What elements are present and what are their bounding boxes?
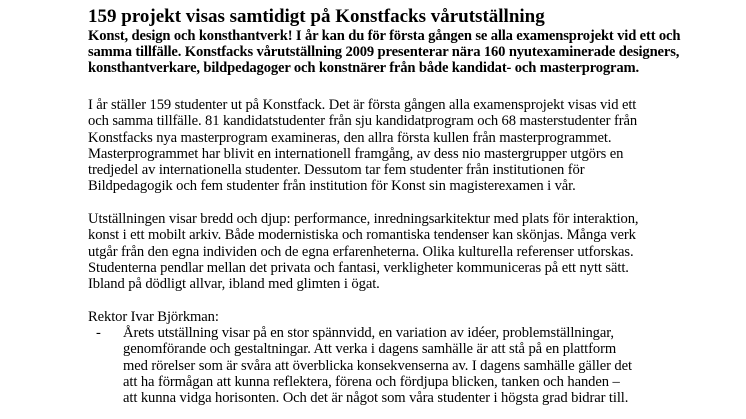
lead-line: samma tillfälle. Konstfacks vårutställning 2009 presenterar nära 160 nyutexaminerade designers, <box>88 44 680 61</box>
list-dash: - <box>96 325 101 341</box>
paragraph-line: I år ställer 159 studenter ut på Konstfack. Det är första gången alla examensprojekt visas vid ett <box>88 97 637 113</box>
paragraph-line: Masterprogrammet har blivit en internationell framgång, av dess nio mastergrupper utgörs en <box>88 145 624 162</box>
quote-line: Årets utställning visar på en stor spännvidd, en variation av idéer, problemställningar, <box>123 325 614 341</box>
speaker-label: Rektor Ivar Björkman: <box>88 309 219 325</box>
quote-line: med rörelser som är svåra att överblicka konsekvenserna av. I dagens samhälle gäller det <box>123 357 632 374</box>
document-page <box>88 6 681 407</box>
paragraph-line: och samma tillfälle. 81 kandidatstudenter från sju kandidatprogram och 68 masterstudenter från <box>88 113 638 130</box>
paragraph-line: konst i ett mobilt arkiv. Både modernistiska och romantiska tendenser kan skönjas. Många verk <box>88 227 636 244</box>
paragraph-line: tredjedel av internationella studenter. Dessutom tar fem studenter från institutionen för <box>88 162 585 179</box>
lead-line: konsthantverkare, bildpedagoger och konstnärer från både kandidat- och masterprogram. <box>88 60 640 77</box>
quote-line: genomförande och gestaltningar. Att verka i dagens samhälle är att stå på en plattform <box>123 341 617 358</box>
paragraph-line: Bildpedagogik och fem studenter från institution för Konst sin magisterexamen i vår. <box>88 178 576 195</box>
paragraph-line: Ibland på dödligt allvar, ibland med glimten i ögat. <box>88 276 380 293</box>
paragraph-intro <box>88 97 637 195</box>
quote-line: att ha förmågan att kunna reflektera, förena och fördjupa blicken, tanken och handen – <box>123 373 620 390</box>
lead-line: Konst, design och konsthantverk! I år kan du för första gången se alla examensprojekt vid ett och <box>88 28 681 44</box>
paragraph-line: Konstfacks nya masterprogram examineras, den allra första kullen från masterprogrammet. <box>88 129 612 146</box>
article-title: 159 projekt visas samtidigt på Konstfacks vårutställning <box>88 6 545 27</box>
paragraph-line: Studenterna pendlar mellan det privata och fantasi, verkligheter kommuniceras på ett nytt sätt. <box>88 259 629 276</box>
quote-line: att kunna vidga horisonten. Och det är något som våra studenter i högsta grad bidrar till. <box>123 390 629 407</box>
paragraph-exhibition <box>88 211 638 292</box>
quote-text <box>123 325 632 406</box>
paragraph-line: Utställningen visar bredd och djup: performance, inredningsarkitektur med plats för interaktion, <box>88 211 639 227</box>
article-lead <box>88 28 681 77</box>
paragraph-line: utgår från den egna individen och de egna erfarenheterna. Olika kulturella referenser utforskas. <box>88 243 634 260</box>
